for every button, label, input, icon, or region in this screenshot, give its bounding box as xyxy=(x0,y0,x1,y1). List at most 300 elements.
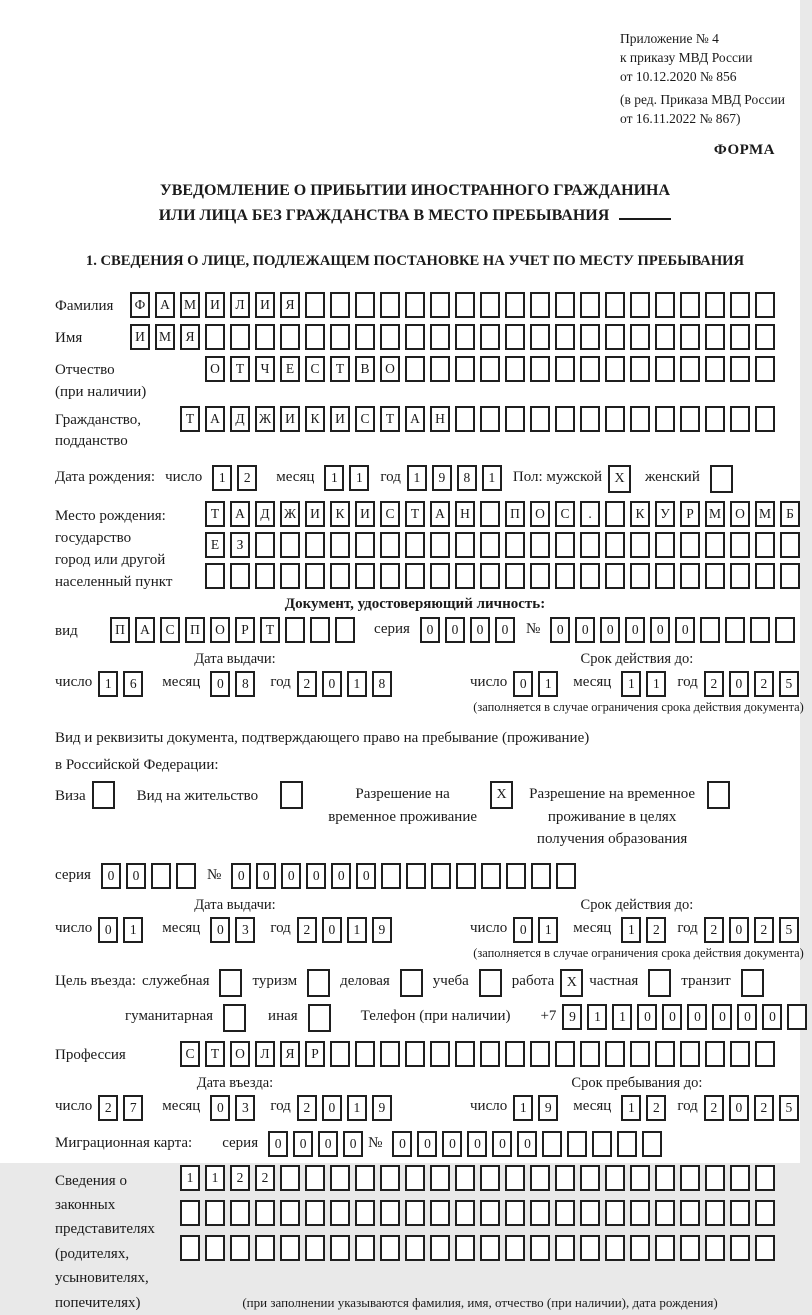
form-cell[interactable] xyxy=(430,1235,450,1261)
form-cell[interactable] xyxy=(255,532,275,558)
form-cell[interactable] xyxy=(380,1041,400,1067)
form-cell[interactable] xyxy=(405,356,425,382)
form-cell[interactable]: 2 xyxy=(297,917,317,943)
form-cell[interactable] xyxy=(755,1235,775,1261)
form-cell[interactable] xyxy=(605,324,625,350)
form-cell[interactable]: 0 xyxy=(322,1095,342,1121)
form-cell[interactable] xyxy=(380,532,400,558)
form-cell[interactable]: Т xyxy=(380,406,400,432)
form-cell[interactable]: А xyxy=(205,406,225,432)
form-cell[interactable]: Т xyxy=(205,1041,225,1067)
form-cell[interactable] xyxy=(680,356,700,382)
form-cell[interactable]: 2 xyxy=(704,671,724,697)
form-cell[interactable] xyxy=(655,563,675,589)
purpose-business-checkbox[interactable] xyxy=(400,969,423,997)
form-cell[interactable]: 9 xyxy=(372,1095,392,1121)
form-cell[interactable] xyxy=(255,1200,275,1226)
form-cell[interactable]: 0 xyxy=(210,1095,230,1121)
form-cell[interactable] xyxy=(530,356,550,382)
purpose-work-checkbox[interactable]: X xyxy=(560,969,583,997)
form-cell[interactable]: 0 xyxy=(268,1131,288,1157)
form-cell[interactable] xyxy=(405,324,425,350)
form-cell[interactable] xyxy=(505,356,525,382)
form-cell[interactable] xyxy=(775,617,795,643)
form-cell[interactable]: 0 xyxy=(98,917,118,943)
form-cell[interactable] xyxy=(730,1165,750,1191)
form-cell[interactable] xyxy=(430,1165,450,1191)
form-cell[interactable] xyxy=(280,1200,300,1226)
form-cell[interactable]: К xyxy=(330,501,350,527)
form-cell[interactable]: 2 xyxy=(646,1095,666,1121)
purpose-other-checkbox[interactable] xyxy=(308,1004,331,1032)
form-cell[interactable] xyxy=(730,324,750,350)
form-cell[interactable]: О xyxy=(530,501,550,527)
form-cell[interactable] xyxy=(705,1165,725,1191)
form-cell[interactable] xyxy=(530,532,550,558)
form-cell[interactable] xyxy=(205,324,225,350)
form-cell[interactable] xyxy=(730,1200,750,1226)
form-cell[interactable] xyxy=(255,324,275,350)
form-cell[interactable]: А xyxy=(155,292,175,318)
form-cell[interactable] xyxy=(230,324,250,350)
form-cell[interactable] xyxy=(430,324,450,350)
form-cell[interactable]: 7 xyxy=(123,1095,143,1121)
form-cell[interactable] xyxy=(630,1200,650,1226)
temp-permit-checkbox[interactable]: X xyxy=(490,781,513,809)
form-cell[interactable] xyxy=(405,1235,425,1261)
form-cell[interactable] xyxy=(255,1235,275,1261)
form-cell[interactable]: 5 xyxy=(779,917,799,943)
edu-permit-checkbox[interactable] xyxy=(707,781,730,809)
form-cell[interactable] xyxy=(750,617,770,643)
form-cell[interactable]: Я xyxy=(280,1041,300,1067)
form-cell[interactable] xyxy=(780,563,800,589)
form-cell[interactable]: 1 xyxy=(349,465,369,491)
form-cell[interactable]: И xyxy=(205,292,225,318)
form-cell[interactable] xyxy=(605,532,625,558)
form-cell[interactable]: 0 xyxy=(729,1095,749,1121)
form-cell[interactable] xyxy=(405,532,425,558)
form-cell[interactable] xyxy=(330,324,350,350)
form-cell[interactable] xyxy=(755,1165,775,1191)
form-cell[interactable] xyxy=(655,1041,675,1067)
form-cell[interactable]: М xyxy=(155,324,175,350)
form-cell[interactable] xyxy=(755,406,775,432)
form-cell[interactable]: 0 xyxy=(356,863,376,889)
form-cell[interactable]: Н xyxy=(430,406,450,432)
form-cell[interactable]: 1 xyxy=(513,1095,533,1121)
form-cell[interactable] xyxy=(531,863,551,889)
form-cell[interactable]: 1 xyxy=(538,671,558,697)
form-cell[interactable]: И xyxy=(330,406,350,432)
form-cell[interactable]: К xyxy=(305,406,325,432)
form-cell[interactable] xyxy=(705,563,725,589)
form-cell[interactable] xyxy=(455,1235,475,1261)
form-cell[interactable]: О xyxy=(380,356,400,382)
form-cell[interactable]: С xyxy=(180,1041,200,1067)
form-cell[interactable] xyxy=(530,1041,550,1067)
form-cell[interactable]: Е xyxy=(205,532,225,558)
form-cell[interactable] xyxy=(605,1235,625,1261)
form-cell[interactable]: 2 xyxy=(754,1095,774,1121)
form-cell[interactable]: Т xyxy=(180,406,200,432)
form-cell[interactable]: 0 xyxy=(256,863,276,889)
form-cell[interactable]: 1 xyxy=(180,1165,200,1191)
form-cell[interactable]: 0 xyxy=(231,863,251,889)
form-cell[interactable]: 2 xyxy=(98,1095,118,1121)
form-cell[interactable] xyxy=(430,563,450,589)
form-cell[interactable] xyxy=(355,1165,375,1191)
form-cell[interactable] xyxy=(730,563,750,589)
form-cell[interactable] xyxy=(617,1131,637,1157)
form-cell[interactable] xyxy=(380,563,400,589)
form-cell[interactable] xyxy=(630,1165,650,1191)
form-cell[interactable] xyxy=(655,356,675,382)
form-cell[interactable] xyxy=(642,1131,662,1157)
form-cell[interactable] xyxy=(355,1041,375,1067)
form-cell[interactable]: 0 xyxy=(737,1004,757,1030)
form-cell[interactable] xyxy=(506,863,526,889)
form-cell[interactable]: Е xyxy=(280,356,300,382)
form-cell[interactable]: С xyxy=(355,406,375,432)
form-cell[interactable]: 0 xyxy=(662,1004,682,1030)
form-cell[interactable]: 0 xyxy=(281,863,301,889)
form-cell[interactable]: 0 xyxy=(675,617,695,643)
form-cell[interactable]: 8 xyxy=(372,671,392,697)
form-cell[interactable]: З xyxy=(230,532,250,558)
form-cell[interactable] xyxy=(456,863,476,889)
form-cell[interactable]: И xyxy=(255,292,275,318)
form-cell[interactable] xyxy=(480,1165,500,1191)
form-cell[interactable] xyxy=(680,1165,700,1191)
form-cell[interactable]: О xyxy=(230,1041,250,1067)
form-cell[interactable]: М xyxy=(705,501,725,527)
form-cell[interactable] xyxy=(305,1165,325,1191)
form-cell[interactable]: 0 xyxy=(210,671,230,697)
form-cell[interactable] xyxy=(580,1200,600,1226)
form-cell[interactable] xyxy=(580,1041,600,1067)
form-cell[interactable]: 0 xyxy=(470,617,490,643)
form-cell[interactable]: 0 xyxy=(442,1131,462,1157)
form-cell[interactable] xyxy=(580,1165,600,1191)
form-cell[interactable] xyxy=(151,863,171,889)
form-cell[interactable] xyxy=(605,1165,625,1191)
form-cell[interactable] xyxy=(730,1235,750,1261)
form-cell[interactable] xyxy=(755,532,775,558)
form-cell[interactable] xyxy=(755,356,775,382)
form-cell[interactable]: 1 xyxy=(347,671,367,697)
form-cell[interactable]: 0 xyxy=(650,617,670,643)
form-cell[interactable]: С xyxy=(160,617,180,643)
form-cell[interactable] xyxy=(605,1041,625,1067)
form-cell[interactable]: 0 xyxy=(392,1131,412,1157)
form-cell[interactable]: Я xyxy=(180,324,200,350)
form-cell[interactable] xyxy=(380,1165,400,1191)
form-cell[interactable] xyxy=(530,406,550,432)
form-cell[interactable] xyxy=(680,1041,700,1067)
form-cell[interactable] xyxy=(655,1165,675,1191)
form-cell[interactable] xyxy=(330,532,350,558)
form-cell[interactable]: Н xyxy=(455,501,475,527)
form-cell[interactable] xyxy=(630,406,650,432)
form-cell[interactable]: 1 xyxy=(347,1095,367,1121)
form-cell[interactable] xyxy=(580,324,600,350)
form-cell[interactable]: Р xyxy=(680,501,700,527)
visa-checkbox[interactable] xyxy=(92,781,115,809)
form-cell[interactable]: 0 xyxy=(637,1004,657,1030)
form-cell[interactable]: Л xyxy=(255,1041,275,1067)
form-cell[interactable] xyxy=(530,1165,550,1191)
form-cell[interactable] xyxy=(555,1165,575,1191)
sex-female-checkbox[interactable] xyxy=(710,465,733,493)
form-cell[interactable] xyxy=(405,292,425,318)
form-cell[interactable]: 3 xyxy=(235,1095,255,1121)
form-cell[interactable] xyxy=(430,1041,450,1067)
form-cell[interactable] xyxy=(755,324,775,350)
form-cell[interactable] xyxy=(605,563,625,589)
form-cell[interactable]: 0 xyxy=(762,1004,782,1030)
form-cell[interactable] xyxy=(680,406,700,432)
form-cell[interactable]: 0 xyxy=(126,863,146,889)
form-cell[interactable] xyxy=(605,501,625,527)
form-cell[interactable] xyxy=(430,532,450,558)
form-cell[interactable] xyxy=(705,1041,725,1067)
form-cell[interactable]: 0 xyxy=(492,1131,512,1157)
form-cell[interactable]: 9 xyxy=(372,917,392,943)
form-cell[interactable] xyxy=(405,563,425,589)
form-cell[interactable]: 0 xyxy=(729,671,749,697)
form-cell[interactable] xyxy=(405,1041,425,1067)
form-cell[interactable] xyxy=(630,532,650,558)
form-cell[interactable] xyxy=(405,1165,425,1191)
form-cell[interactable] xyxy=(406,863,426,889)
form-cell[interactable]: 0 xyxy=(331,863,351,889)
form-cell[interactable] xyxy=(455,532,475,558)
form-cell[interactable]: А xyxy=(405,406,425,432)
form-cell[interactable]: А xyxy=(230,501,250,527)
form-cell[interactable] xyxy=(730,292,750,318)
form-cell[interactable]: . xyxy=(580,501,600,527)
form-cell[interactable]: 0 xyxy=(729,917,749,943)
form-cell[interactable] xyxy=(380,1200,400,1226)
form-cell[interactable] xyxy=(505,563,525,589)
form-cell[interactable] xyxy=(176,863,196,889)
form-cell[interactable] xyxy=(380,1235,400,1261)
form-cell[interactable]: 0 xyxy=(495,617,515,643)
form-cell[interactable]: 0 xyxy=(687,1004,707,1030)
form-cell[interactable] xyxy=(555,1200,575,1226)
form-cell[interactable] xyxy=(530,563,550,589)
purpose-tourism-checkbox[interactable] xyxy=(307,969,330,997)
form-cell[interactable]: 0 xyxy=(712,1004,732,1030)
form-cell[interactable]: Д xyxy=(230,406,250,432)
form-cell[interactable]: И xyxy=(305,501,325,527)
form-cell[interactable] xyxy=(505,406,525,432)
form-cell[interactable] xyxy=(355,532,375,558)
form-cell[interactable] xyxy=(355,1235,375,1261)
form-cell[interactable] xyxy=(355,1200,375,1226)
form-cell[interactable]: П xyxy=(185,617,205,643)
form-cell[interactable] xyxy=(730,356,750,382)
form-cell[interactable] xyxy=(355,292,375,318)
form-cell[interactable] xyxy=(630,292,650,318)
form-cell[interactable]: С xyxy=(555,501,575,527)
form-cell[interactable] xyxy=(630,563,650,589)
form-cell[interactable]: 2 xyxy=(297,1095,317,1121)
form-cell[interactable]: 2 xyxy=(237,465,257,491)
form-cell[interactable]: 9 xyxy=(538,1095,558,1121)
form-cell[interactable] xyxy=(430,356,450,382)
form-cell[interactable] xyxy=(480,501,500,527)
form-cell[interactable]: 1 xyxy=(587,1004,607,1030)
form-cell[interactable]: И xyxy=(355,501,375,527)
form-cell[interactable] xyxy=(605,1200,625,1226)
form-cell[interactable] xyxy=(305,532,325,558)
form-cell[interactable]: 0 xyxy=(625,617,645,643)
form-cell[interactable] xyxy=(580,292,600,318)
form-cell[interactable] xyxy=(555,1235,575,1261)
form-cell[interactable] xyxy=(680,563,700,589)
form-cell[interactable]: И xyxy=(280,406,300,432)
form-cell[interactable]: С xyxy=(380,501,400,527)
form-cell[interactable]: 0 xyxy=(575,617,595,643)
form-cell[interactable] xyxy=(480,1200,500,1226)
form-cell[interactable]: 0 xyxy=(550,617,570,643)
form-cell[interactable] xyxy=(455,406,475,432)
form-cell[interactable]: Л xyxy=(230,292,250,318)
form-cell[interactable] xyxy=(355,563,375,589)
form-cell[interactable] xyxy=(705,356,725,382)
form-cell[interactable] xyxy=(580,563,600,589)
form-cell[interactable] xyxy=(305,324,325,350)
form-cell[interactable]: Ч xyxy=(255,356,275,382)
form-cell[interactable] xyxy=(480,1041,500,1067)
form-cell[interactable] xyxy=(705,292,725,318)
form-cell[interactable] xyxy=(730,406,750,432)
form-cell[interactable] xyxy=(755,292,775,318)
form-cell[interactable] xyxy=(455,563,475,589)
form-cell[interactable] xyxy=(655,1235,675,1261)
form-cell[interactable] xyxy=(330,292,350,318)
form-cell[interactable]: 2 xyxy=(754,671,774,697)
form-cell[interactable] xyxy=(455,292,475,318)
form-cell[interactable] xyxy=(205,1200,225,1226)
form-cell[interactable] xyxy=(255,563,275,589)
form-cell[interactable]: 2 xyxy=(646,917,666,943)
form-cell[interactable] xyxy=(480,356,500,382)
form-cell[interactable] xyxy=(755,563,775,589)
form-cell[interactable]: 2 xyxy=(754,917,774,943)
form-cell[interactable]: Т xyxy=(405,501,425,527)
form-cell[interactable] xyxy=(555,292,575,318)
form-cell[interactable] xyxy=(705,532,725,558)
form-cell[interactable] xyxy=(530,1235,550,1261)
form-cell[interactable]: 2 xyxy=(297,671,317,697)
form-cell[interactable]: 9 xyxy=(562,1004,582,1030)
form-cell[interactable] xyxy=(455,324,475,350)
form-cell[interactable] xyxy=(180,1235,200,1261)
form-cell[interactable] xyxy=(280,324,300,350)
form-cell[interactable] xyxy=(555,356,575,382)
form-cell[interactable] xyxy=(680,324,700,350)
form-cell[interactable] xyxy=(205,563,225,589)
form-cell[interactable]: П xyxy=(505,501,525,527)
form-cell[interactable] xyxy=(431,863,451,889)
form-cell[interactable]: М xyxy=(180,292,200,318)
form-cell[interactable]: Б xyxy=(780,501,800,527)
form-cell[interactable] xyxy=(530,292,550,318)
form-cell[interactable] xyxy=(505,1041,525,1067)
form-cell[interactable] xyxy=(480,563,500,589)
form-cell[interactable] xyxy=(480,406,500,432)
form-cell[interactable]: Д xyxy=(255,501,275,527)
form-cell[interactable]: 1 xyxy=(98,671,118,697)
form-cell[interactable] xyxy=(580,406,600,432)
form-cell[interactable] xyxy=(680,532,700,558)
purpose-private-checkbox[interactable] xyxy=(648,969,671,997)
form-cell[interactable] xyxy=(730,532,750,558)
form-cell[interactable] xyxy=(310,617,330,643)
form-cell[interactable] xyxy=(380,324,400,350)
form-cell[interactable]: 1 xyxy=(612,1004,632,1030)
form-cell[interactable]: Т xyxy=(330,356,350,382)
form-cell[interactable]: А xyxy=(430,501,450,527)
form-cell[interactable] xyxy=(680,1235,700,1261)
form-cell[interactable] xyxy=(230,563,250,589)
purpose-official-checkbox[interactable] xyxy=(219,969,242,997)
form-cell[interactable] xyxy=(330,1165,350,1191)
form-cell[interactable]: 1 xyxy=(538,917,558,943)
form-cell[interactable] xyxy=(755,1041,775,1067)
form-cell[interactable]: 1 xyxy=(205,1165,225,1191)
residence-permit-checkbox[interactable] xyxy=(280,781,303,809)
form-cell[interactable] xyxy=(505,1235,525,1261)
form-cell[interactable]: 1 xyxy=(212,465,232,491)
form-cell[interactable]: Ж xyxy=(280,501,300,527)
form-cell[interactable] xyxy=(655,292,675,318)
form-cell[interactable] xyxy=(567,1131,587,1157)
form-cell[interactable] xyxy=(655,324,675,350)
form-cell[interactable]: 0 xyxy=(293,1131,313,1157)
form-cell[interactable]: Р xyxy=(305,1041,325,1067)
form-cell[interactable]: 2 xyxy=(704,917,724,943)
form-cell[interactable] xyxy=(505,532,525,558)
form-cell[interactable]: Ж xyxy=(255,406,275,432)
form-cell[interactable] xyxy=(455,356,475,382)
form-cell[interactable]: 1 xyxy=(621,671,641,697)
form-cell[interactable]: 1 xyxy=(646,671,666,697)
form-cell[interactable] xyxy=(700,617,720,643)
form-cell[interactable]: 8 xyxy=(457,465,477,491)
form-cell[interactable] xyxy=(630,356,650,382)
form-cell[interactable] xyxy=(480,532,500,558)
form-cell[interactable] xyxy=(355,324,375,350)
form-cell[interactable]: Т xyxy=(260,617,280,643)
form-cell[interactable]: А xyxy=(135,617,155,643)
form-cell[interactable]: 0 xyxy=(101,863,121,889)
form-cell[interactable]: 2 xyxy=(255,1165,275,1191)
form-cell[interactable] xyxy=(630,1235,650,1261)
form-cell[interactable] xyxy=(787,1004,807,1030)
form-cell[interactable] xyxy=(780,532,800,558)
form-cell[interactable] xyxy=(555,532,575,558)
form-cell[interactable] xyxy=(481,863,501,889)
form-cell[interactable]: В xyxy=(355,356,375,382)
form-cell[interactable] xyxy=(705,1200,725,1226)
form-cell[interactable] xyxy=(285,617,305,643)
form-cell[interactable] xyxy=(555,563,575,589)
form-cell[interactable] xyxy=(556,863,576,889)
